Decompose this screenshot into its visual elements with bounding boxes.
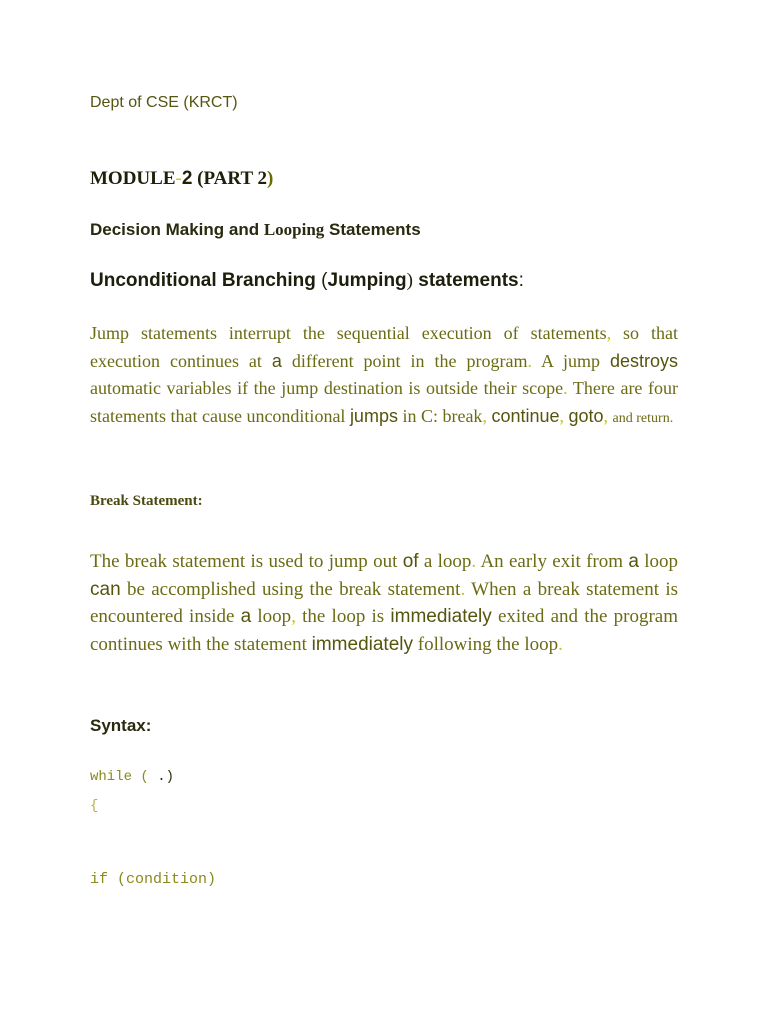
para2-seg: the loop is [295,606,391,627]
para2-seg: The break statement is used to jump out [90,551,403,572]
jump-statements-paragraph [90,320,678,432]
para2-seg: exited and the program continues with the statement [90,606,679,655]
unconditional-branching-heading [90,270,524,292]
code-line-open-brace: { [90,798,99,814]
para2-seg: . [460,578,466,600]
para1-seg: . [527,350,532,371]
para1-seg: different point in the program [281,350,528,371]
para1-seg: goto [568,405,604,426]
para2-seg: a [628,551,639,572]
uncond-part-3: Jumping [327,270,407,291]
break-statement-paragraph [90,548,678,658]
para2-seg: When a break statement is encountered inside [90,578,678,627]
para1-seg: There are four statements that cause unconditional [90,378,678,426]
para2-seg: immediately [390,606,492,627]
module-dash: - [175,168,182,189]
para1-seg: , [482,405,487,426]
code-while-close: .) [157,769,175,785]
para2-seg: loop [638,551,679,572]
uncond-part-4: ) [406,270,413,291]
para2-seg: a loop [418,551,472,572]
para1-seg: so that execution continues at [90,323,678,371]
para2-seg: following the loop [413,633,559,655]
decision-part-2: Looping [263,220,325,239]
para2-seg: immediately [311,633,413,655]
para1-seg: in C: break [397,405,483,426]
module-title [90,168,273,190]
para2-seg: of [402,551,419,572]
para1-seg: and return. [612,410,674,426]
module-word: MODULE [90,168,176,189]
para2-seg: loop [251,606,292,627]
para1-seg: continue [491,405,560,426]
para1-seg: automatic variables if the jump destination is outside their scope [90,378,564,398]
code-line-if: if (condition) [90,871,217,888]
decision-part-3: Statements [324,220,421,239]
module-close-paren: ) [267,168,274,189]
decision-making-heading [90,220,421,240]
code-line-while [90,769,174,785]
uncond-part-6: : [518,270,524,291]
break-statement-heading: Break Statement: [90,493,203,509]
uncond-part-2: ( [321,270,328,291]
module-part: (PART 2 [192,168,268,189]
para2-seg: can [90,578,121,600]
para1-seg: . [563,378,568,398]
code-while-keyword: while ( [90,769,158,785]
uncond-part-5: statements [413,270,519,291]
para2-seg: a [240,606,252,627]
module-number: 2 [181,168,193,189]
para1-seg: , [606,323,612,343]
para1-seg: destroys [609,350,679,371]
para1-seg: A jump [532,350,610,371]
para1-seg: , [603,405,609,426]
uncond-part-1: Unconditional Branching [90,270,322,291]
dept-header: Dept of CSE (KRCT) [90,94,238,111]
para2-seg: . [558,633,563,655]
para2-seg: be accomplished using the break statement [120,578,461,600]
para1-seg: a [271,350,282,371]
decision-part-1: Decision Making and [90,220,264,239]
para2-seg: . [471,551,477,572]
para1-seg: jumps [349,405,398,426]
para2-seg: An early exit from [476,551,629,572]
para1-seg: , [559,405,564,426]
para1-seg: Jump statements interrupt the sequential execution of statements [90,323,607,343]
para2-seg: , [291,606,296,627]
syntax-heading: Syntax: [90,716,152,735]
